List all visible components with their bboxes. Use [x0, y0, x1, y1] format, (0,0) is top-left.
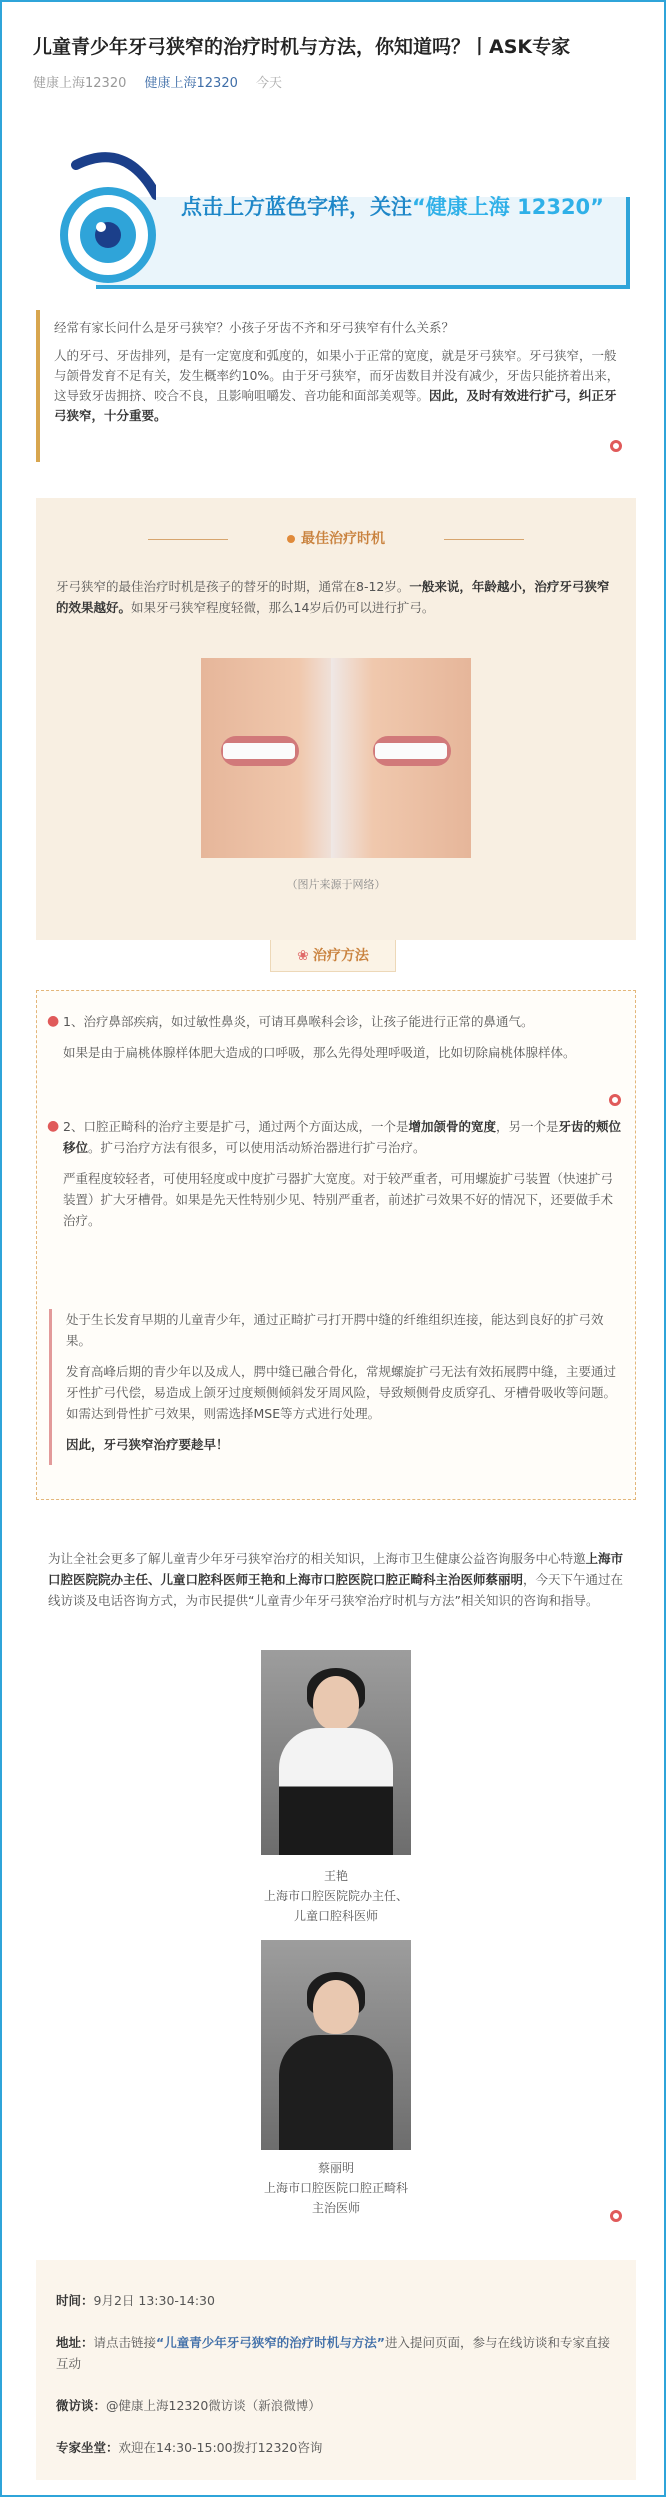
event-time: 时间：9月2日 13:30-14:30 [56, 2293, 215, 2308]
follow-account[interactable]: “健康上海 12320” [412, 195, 604, 219]
bullet-dot-icon [609, 1094, 621, 1106]
photo-caption: （图片来源于网络） [286, 878, 386, 891]
question-page-link[interactable]: “儿童青少年牙弓狭窄的治疗时机与方法” [156, 2335, 385, 2350]
experts-intro: 为让全社会更多了解儿童青少年牙弓狭窄治疗的相关知识，上海市卫生健康公益咨询服务中心特邀上海市口腔医院院办主任、儿童口腔科医师王艳和上海市口腔医院口腔正畸科主治医师蔡丽明，今天下午通过在线访谈及电话咨询方式，为市民提供“儿童青少年牙弓狭窄治疗时机与方法”相关知识的咨询和指导。 [48, 1551, 624, 1608]
event-address: 地址：请点击链接“儿童青少年牙弓狭窄的治疗时机与方法”进入提问页面，参与在线访谈和专家直接互动 [56, 2335, 610, 2371]
account-link[interactable]: 健康上海12320 [144, 76, 238, 91]
teeth-photo [201, 658, 471, 858]
method-item-3: 处于生长发育早期的儿童青少年，通过正畸扩弓打开腭中缝的纤维组织连接，能达到良好的扩弓效果。 发育高峰后期的青少年以及成人，腭中缝已融合骨化，常规螺旋扩弓无法有效拓展腭中缝，主要通过牙性扩弓代偿，易造成上颌牙过度颊侧倾斜发牙周风险，导致颊侧骨皮质穿孔、牙槽骨吸收等问题。如需达到骨性扩弓效果，则需选择MSE等方式进行处理。 因此，牙弓狭窄治疗要趁早！ [49, 1309, 623, 1465]
intro-section [36, 310, 636, 462]
expert-caption-cai: 蔡丽明 上海市口腔医院口腔正畸科 主治医师 [263, 2161, 408, 2215]
follow-text: 点击上方蓝色字样，关注“健康上海 12320” [181, 195, 604, 219]
article-title: 儿童青少年牙弓狭窄的治疗时机与方法，你知道吗？丨ASK专家 [33, 36, 571, 58]
article-meta [33, 72, 282, 91]
expert-caption-wang: 王艳 上海市口腔医院院办主任、 儿童口腔科医师 [263, 1869, 408, 1923]
methods-heading: ❀ 治疗方法 [270, 940, 396, 972]
bullet-dot-icon [610, 2210, 622, 2222]
intro-question: 经常有家长问什么是牙弓狭窄？小孩子牙齿不齐和牙弓狭窄有什么关系？ [54, 320, 455, 335]
experts-section [36, 1540, 636, 2240]
timing-heading: 最佳治疗时机 [236, 524, 436, 554]
event-weibo: 微访谈：@健康上海12320微访谈（新浪微博） [56, 2398, 321, 2413]
intro-body: 人的牙弓、牙齿排列，是有一定宽度和弧度的，如果小于正常的宽度，就是牙弓狭窄。牙弓狭窄，一般与颌骨发育不足有关，发生概率约10%。由于牙弓狭窄，而牙齿数目并没有减少，牙齿只能挤着出来，这导致牙齿拥挤、咬合不良，且影响咀嚼发、音功能和面部美观等。因此，及时有效进行扩弓，纠正牙弓狭窄，十分重要。 [54, 348, 620, 423]
bullet-dot-icon [610, 440, 622, 452]
bullet-icon: ● [47, 1013, 60, 1029]
method-item-1: ● 1、治疗鼻部疾病，如过敏性鼻炎，可请耳鼻喉科会诊，让孩子能进行正常的鼻通气。 如果是由于扁桃体腺样体肥大造成的口呼吸，那么先得处理呼吸道，比如切除扁桃体腺样体。 [47, 1013, 576, 1060]
timing-text: 牙弓狭窄的最佳治疗时机是孩子的替牙的时期，通常在8-12岁。一般来说，年龄越小，治疗牙弓狭窄的效果越好。如果牙弓狭窄程度轻微，那么14岁后仍可以进行扩弓。 [56, 579, 610, 615]
flower-icon: ❀ [297, 948, 309, 964]
author: 健康上海12320 [33, 76, 127, 91]
eye-logo-icon [46, 135, 156, 285]
method-item-2: ● 2、口腔正畸科的治疗主要是扩弓，通过两个方面达成，一个是增加颌骨的宽度，另一个是牙齿的颊位移位。扩弓治疗方法有很多，可以使用活动矫治器进行扩弓治疗。 严重程度较轻者，可使用轻度或中度扩弓器扩大宽度。对于较严重者，可用螺旋扩弓装置（快速扩弓装置）扩大牙槽骨。如果是先天性特别少见、特别严重者，前述扩弓效果不好的情况下，还要做手术治疗。 [47, 1118, 622, 1228]
expert-photo-cai [261, 1940, 411, 2150]
circle-bullet-icon [287, 535, 295, 543]
event-hall: 专家坐堂：欢迎在14:30-15:00拨打12320咨询 [56, 2440, 323, 2455]
timing-section [36, 498, 636, 940]
bullet-icon: ● [47, 1118, 60, 1134]
publish-time: 今天 [256, 76, 283, 91]
follow-banner [46, 135, 630, 295]
event-info [36, 2260, 636, 2480]
methods-section [36, 990, 636, 1500]
expert-photo-wang [261, 1650, 411, 1855]
